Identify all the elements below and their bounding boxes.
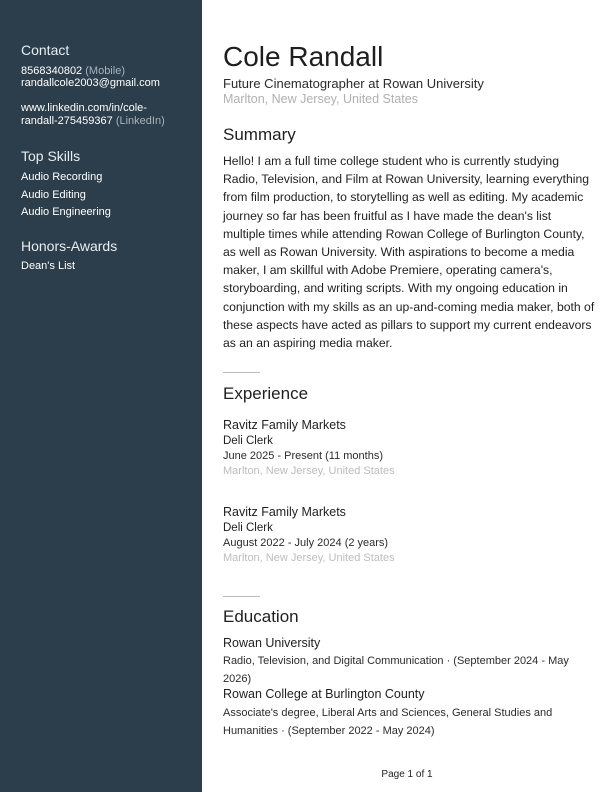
job-location: Marlton, New Jersey, United States [223,552,395,564]
school-name: Rowan College at Burlington County [223,687,425,701]
honor-item: Dean's List [21,260,76,272]
contact-email[interactable]: randallcole2003@gmail.com [21,77,160,89]
location: Marlton, New Jersey, United States [223,92,418,106]
skill-item: Audio Engineering [21,206,111,218]
school-detail: Associate's degree, Liberal Arts and Sciences, General Studies and Humanities · (September 2022 - May 2024) [223,707,553,737]
sidebar [0,0,202,792]
linkedin-type: (LinkedIn) [115,115,165,127]
page-number: Page 1 of 1 [381,769,433,780]
section-divider [223,596,260,597]
experience-title: Experience [223,384,309,403]
linkedin-line-2[interactable]: randall-275459367 [21,115,113,127]
school-name: Rowan University [223,636,321,650]
school-detail: Radio, Television, and Digital Communication · (September 2024 - May 2026) [223,655,569,685]
job-company: Ravitz Family Markets [223,505,346,519]
honors-heading: Honors-Awards [21,238,118,254]
headline: Future Cinematographer at Rowan University [223,76,484,91]
section-divider [223,372,260,373]
contact-linkedin[interactable] [21,102,191,128]
job-role: Deli Clerk [223,435,273,447]
job-location: Marlton, New Jersey, United States [223,465,395,477]
job-dates: August 2022 - July 2024 (2 years) [223,537,389,549]
skill-item: Audio Editing [21,189,86,201]
skill-item: Audio Recording [21,171,103,183]
summary-text: Hello! I am a full time college student who is currently studying Radio, Television, and Film at Rowan University, learning everything from film production, to storytelling as well as editing. My academic journey so far has been fruitful as I have made the dean's list multiple times while attending Rowan College of Burlington County, as well as Rowan University. With aspirations to become a media maker, I am skillful with Adobe Premiere, operating camera's, storyboarding, and writing scripts. With my ongoing education in conjunction with my skills as an up-and-coming media maker, both of these aspects have acted as pillars to support my current endeavors as an an aspiring media maker. [223,154,595,351]
job-company: Ravitz Family Markets [223,418,346,432]
contact-heading: Contact [21,42,70,58]
job-role: Deli Clerk [223,522,273,534]
job-dates: June 2025 - Present (11 months) [223,450,383,462]
linkedin-line-1[interactable]: www.linkedin.com/in/cole- [21,102,147,114]
person-name: Cole Randall [223,41,384,72]
phone-type: (Mobile) [85,65,125,77]
top-skills-heading: Top Skills [21,148,81,164]
phone-number: 8568340802 [21,65,83,77]
summary-title: Summary [223,125,296,144]
education-title: Education [223,607,299,626]
